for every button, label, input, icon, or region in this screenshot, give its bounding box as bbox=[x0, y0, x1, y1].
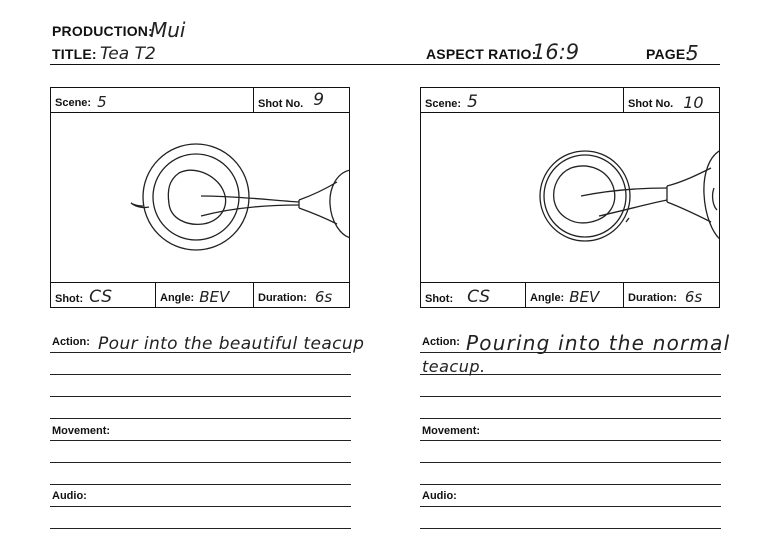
action-label: Action: bbox=[52, 336, 90, 348]
writing-line bbox=[50, 352, 351, 353]
writing-line bbox=[420, 462, 721, 463]
shot-no-value: 9 bbox=[313, 90, 325, 110]
writing-line bbox=[420, 396, 721, 397]
shot-label: Shot: bbox=[55, 293, 84, 305]
audio-label: Audio: bbox=[422, 490, 457, 502]
page-label: PAGE: bbox=[646, 46, 691, 62]
shot-frame bbox=[421, 112, 719, 283]
writing-line bbox=[420, 484, 721, 485]
duration-cell bbox=[253, 283, 349, 307]
writing-line bbox=[50, 374, 351, 375]
shot-value: CS bbox=[89, 287, 113, 307]
shot-no-label: Shot No. bbox=[628, 98, 674, 110]
duration-label: Duration: bbox=[258, 292, 307, 304]
writing-line bbox=[420, 374, 721, 375]
header-rule bbox=[50, 64, 720, 65]
title-value: Tea T2 bbox=[100, 44, 156, 64]
scene-value: 5 bbox=[97, 93, 107, 111]
duration-value: 6s bbox=[314, 288, 333, 306]
shot-frame bbox=[51, 112, 349, 283]
aspect-ratio-value: 16:9 bbox=[532, 40, 580, 64]
duration-value: 6s bbox=[684, 288, 703, 306]
writing-line bbox=[50, 396, 351, 397]
teacup-sketch bbox=[51, 112, 349, 283]
writing-line bbox=[50, 506, 351, 507]
angle-label: Angle: bbox=[160, 292, 195, 304]
audio-label: Audio: bbox=[52, 490, 87, 502]
shot-no-cell bbox=[253, 88, 349, 112]
shot-value: CS bbox=[467, 287, 491, 307]
movement-label: Movement: bbox=[52, 425, 111, 437]
production-value: Mui bbox=[150, 18, 186, 42]
shot-no-value: 10 bbox=[683, 93, 704, 112]
teacup-sketch bbox=[421, 112, 719, 283]
title-label: TITLE: bbox=[52, 46, 97, 62]
writing-line bbox=[420, 440, 721, 441]
angle-cell bbox=[155, 283, 254, 307]
shot-label: Shot: bbox=[425, 293, 454, 305]
scene-label: Scene: bbox=[55, 97, 92, 109]
writing-line bbox=[50, 484, 351, 485]
writing-line bbox=[50, 418, 351, 419]
angle-value: BEV bbox=[199, 288, 230, 306]
scene-label: Scene: bbox=[425, 98, 462, 110]
duration-label: Duration: bbox=[628, 292, 677, 304]
action-label: Action: bbox=[422, 336, 460, 348]
writing-line bbox=[420, 528, 721, 529]
angle-cell bbox=[525, 283, 624, 307]
action-text-continued: teacup. bbox=[422, 357, 486, 376]
page-value: 5 bbox=[686, 41, 699, 65]
shot-cell bbox=[421, 283, 525, 307]
storyboard-panel-2 bbox=[420, 87, 720, 308]
writing-line bbox=[50, 440, 351, 441]
shot-no-cell bbox=[623, 88, 719, 112]
storyboard-panel-1 bbox=[50, 87, 350, 308]
shot-cell bbox=[51, 283, 155, 307]
action-text: Pouring into the normal bbox=[466, 331, 731, 355]
writing-line bbox=[420, 352, 721, 353]
movement-label: Movement: bbox=[422, 425, 481, 437]
production-label: PRODUCTION: bbox=[52, 23, 153, 39]
scene-cell bbox=[421, 88, 625, 112]
writing-line bbox=[420, 506, 721, 507]
aspect-ratio-label: ASPECT RATIO: bbox=[426, 46, 537, 62]
angle-label: Angle: bbox=[530, 292, 565, 304]
action-text: Pour into the beautiful teacup bbox=[98, 334, 365, 354]
scene-cell bbox=[51, 88, 255, 112]
duration-cell bbox=[623, 283, 719, 307]
writing-line bbox=[420, 418, 721, 419]
angle-value: BEV bbox=[569, 288, 600, 306]
scene-value: 5 bbox=[467, 92, 478, 112]
shot-no-label: Shot No. bbox=[258, 98, 304, 110]
writing-line bbox=[50, 528, 351, 529]
writing-line bbox=[50, 462, 351, 463]
